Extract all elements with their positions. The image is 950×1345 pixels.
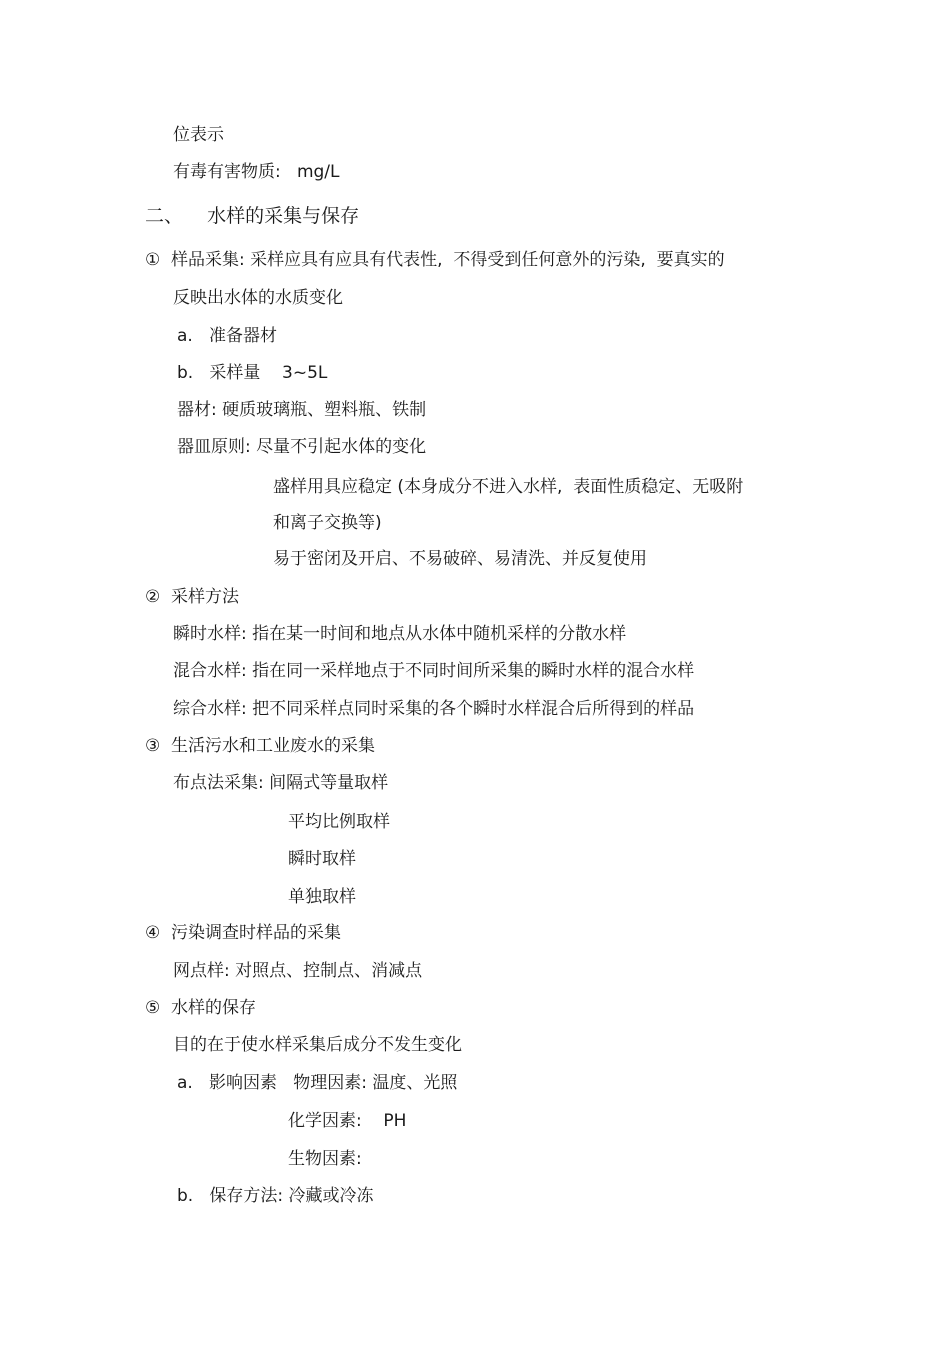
text-line: 网点样: 对照点、控制点、消减点: [173, 961, 423, 981]
text-line: 位表示: [173, 125, 224, 145]
text-line: 综合水样: 把不同采样点同时采集的各个瞬时水样混合后所得到的样品: [173, 699, 695, 719]
text-line: 混合水样: 指在同一采样地点于不同时间所采集的瞬时水样的混合水样: [173, 661, 695, 681]
text-line: 器皿原则: 尽量不引起水体的变化: [177, 437, 427, 457]
text-line: 有毒有害物质: mg/L: [173, 162, 340, 182]
text-line: 目的在于使水样采集后成分不发生变化: [173, 1035, 462, 1055]
text-line: 平均比例取样: [288, 812, 390, 832]
text-line: 和离子交换等): [273, 513, 382, 533]
section-heading: 二、 水样的采集与保存: [145, 205, 360, 227]
text-line: 易于密闭及开启、不易破碎、易清洗、并反复使用: [273, 549, 647, 569]
text-line: ⑤ 水样的保存: [145, 998, 257, 1018]
text-line: 反映出水体的水质变化: [173, 288, 343, 308]
text-line: 布点法采集: 间隔式等量取样: [173, 773, 389, 793]
text-line: b. 保存方法: 冷藏或冷冻: [177, 1186, 374, 1206]
text-line: ③ 生活污水和工业废水的采集: [145, 736, 376, 756]
text-line: ① 样品采集: 采样应具有应具有代表性, 不得受到任何意外的污染, 要真实的: [145, 250, 725, 270]
text-line: b. 采样量 3~5L: [177, 363, 328, 383]
text-line: 生物因素:: [288, 1149, 362, 1169]
text-line: 器材: 硬质玻璃瓶、塑料瓶、铁制: [177, 400, 427, 420]
text-line: 盛样用具应稳定 (本身成分不进入水样, 表面性质稳定、无吸附: [273, 477, 744, 497]
text-line: 单独取样: [288, 887, 356, 907]
text-line: ④ 污染调查时样品的采集: [145, 923, 342, 943]
text-line: 瞬时取样: [288, 849, 356, 869]
text-line: a. 影响因素 物理因素: 温度、光照: [177, 1073, 458, 1093]
text-line: 化学因素: PH: [288, 1111, 407, 1131]
text-line: a. 准备器材: [177, 326, 278, 346]
text-line: 瞬时水样: 指在某一时间和地点从水体中随机采样的分散水样: [173, 624, 627, 644]
text-line: ② 采样方法: [145, 587, 240, 607]
